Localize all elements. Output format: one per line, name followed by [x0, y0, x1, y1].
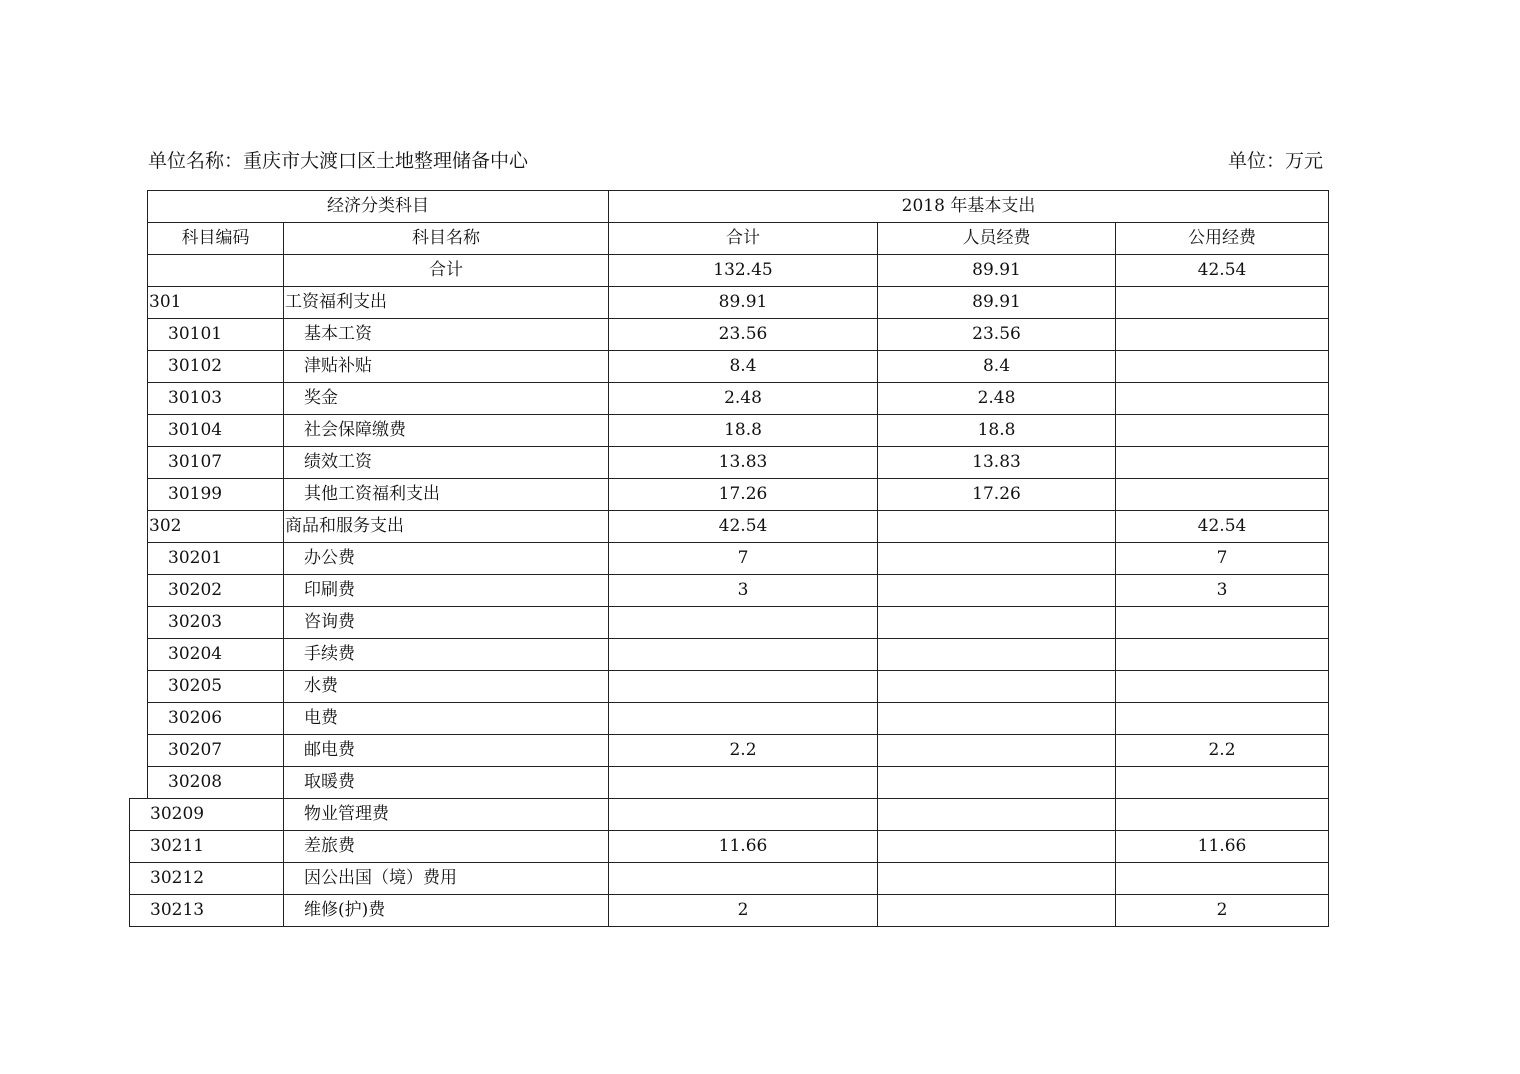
cell-name: 印刷费 [283, 574, 608, 606]
cell-total: 2.2 [608, 734, 877, 766]
cell-total: 17.26 [608, 478, 877, 510]
cell-personnel: 89.91 [877, 286, 1115, 318]
cell-public [1115, 286, 1328, 318]
cell-personnel: 18.8 [877, 414, 1115, 446]
table-row [0, 414, 1520, 446]
cell-name: 取暖费 [283, 766, 608, 798]
table-row [0, 510, 1520, 542]
header-public: 公用经费 [1115, 222, 1328, 254]
cell-total: 3 [608, 574, 877, 606]
cell-public [1115, 478, 1328, 510]
cell-total [608, 798, 877, 830]
cell-total: 132.45 [608, 254, 877, 286]
cell-code: 30205 [147, 670, 283, 702]
header-subject-code: 科目编码 [147, 222, 283, 254]
cell-public [1115, 766, 1328, 798]
cell-personnel: 17.26 [877, 478, 1115, 510]
cell-personnel: 8.4 [877, 350, 1115, 382]
table-row [0, 254, 1520, 286]
cell-public: 42.54 [1115, 254, 1328, 286]
cell-personnel: 13.83 [877, 446, 1115, 478]
cell-public [1115, 318, 1328, 350]
cell-code [147, 254, 283, 286]
cell-name: 奖金 [283, 382, 608, 414]
table-row [0, 702, 1520, 734]
cell-personnel [877, 894, 1115, 926]
table-row [0, 766, 1520, 798]
table-right-border [1328, 190, 1329, 926]
cell-public [1115, 446, 1328, 478]
cell-personnel [877, 830, 1115, 862]
unit-label: 单位：万元 [1228, 150, 1324, 172]
cell-total [608, 862, 877, 894]
header-economic-category: 经济分类科目 [147, 190, 608, 222]
cell-public: 42.54 [1115, 510, 1328, 542]
cell-total [608, 638, 877, 670]
cell-personnel [877, 702, 1115, 734]
cell-code: 30208 [147, 766, 283, 798]
cell-name: 水费 [283, 670, 608, 702]
table-row [0, 894, 1520, 926]
cell-name: 手续费 [283, 638, 608, 670]
table-row [0, 670, 1520, 702]
cell-code: 301 [147, 286, 283, 318]
cell-public: 3 [1115, 574, 1328, 606]
cell-public [1115, 606, 1328, 638]
cell-public [1115, 862, 1328, 894]
table-row [0, 478, 1520, 510]
cell-name: 津贴补贴 [283, 350, 608, 382]
cell-public [1115, 382, 1328, 414]
cell-code: 30107 [147, 446, 283, 478]
header-total: 合计 [608, 222, 877, 254]
cell-name: 办公费 [283, 542, 608, 574]
cell-name: 邮电费 [283, 734, 608, 766]
cell-public [1115, 414, 1328, 446]
cell-code: 30212 [129, 862, 283, 894]
table-row [0, 382, 1520, 414]
cell-personnel [877, 510, 1115, 542]
cell-code: 30204 [147, 638, 283, 670]
cell-personnel [877, 574, 1115, 606]
table-bottom-border [129, 926, 1329, 927]
cell-code: 302 [147, 510, 283, 542]
table-row [0, 638, 1520, 670]
cell-personnel: 89.91 [877, 254, 1115, 286]
cell-personnel [877, 670, 1115, 702]
table-row [0, 830, 1520, 862]
cell-public [1115, 350, 1328, 382]
group-header-row [0, 190, 1520, 222]
cell-total [608, 670, 877, 702]
cell-code: 30213 [129, 894, 283, 926]
cell-name: 维修(护)费 [283, 894, 608, 926]
cell-name: 商品和服务支出 [283, 510, 608, 542]
table-row [0, 318, 1520, 350]
cell-personnel [877, 606, 1115, 638]
cell-personnel [877, 798, 1115, 830]
cell-personnel [877, 766, 1115, 798]
cell-code: 30104 [147, 414, 283, 446]
cell-public [1115, 638, 1328, 670]
cell-name: 其他工资福利支出 [283, 478, 608, 510]
table-row [0, 798, 1520, 830]
table-row [0, 350, 1520, 382]
table-row [0, 734, 1520, 766]
unit-name-label: 单位名称：重庆市大渡口区土地整理储备中心 [148, 150, 529, 172]
cell-personnel: 2.48 [877, 382, 1115, 414]
cell-total: 89.91 [608, 286, 877, 318]
cell-total: 7 [608, 542, 877, 574]
cell-total [608, 766, 877, 798]
cell-personnel: 23.56 [877, 318, 1115, 350]
cell-total [608, 702, 877, 734]
cell-code: 30202 [147, 574, 283, 606]
cell-total: 23.56 [608, 318, 877, 350]
cell-name: 绩效工资 [283, 446, 608, 478]
cell-name: 合计 [283, 254, 608, 286]
table-row [0, 542, 1520, 574]
table-row [0, 574, 1520, 606]
cell-public [1115, 670, 1328, 702]
cell-total: 13.83 [608, 446, 877, 478]
column-header-row [0, 222, 1520, 254]
cell-total: 42.54 [608, 510, 877, 542]
cell-code: 30103 [147, 382, 283, 414]
cell-name: 差旅费 [283, 830, 608, 862]
cell-name: 社会保障缴费 [283, 414, 608, 446]
table-row [0, 446, 1520, 478]
cell-name: 电费 [283, 702, 608, 734]
cell-code: 30201 [147, 542, 283, 574]
cell-code: 30102 [147, 350, 283, 382]
table-row [0, 606, 1520, 638]
cell-name: 咨询费 [283, 606, 608, 638]
cell-personnel [877, 542, 1115, 574]
cell-public: 2.2 [1115, 734, 1328, 766]
cell-total: 11.66 [608, 830, 877, 862]
cell-public: 2 [1115, 894, 1328, 926]
cell-name: 物业管理费 [283, 798, 608, 830]
table-row [0, 286, 1520, 318]
header-subject-name: 科目名称 [283, 222, 608, 254]
cell-personnel [877, 862, 1115, 894]
cell-personnel [877, 638, 1115, 670]
cell-code: 30101 [147, 318, 283, 350]
header-personnel: 人员经费 [877, 222, 1115, 254]
cell-code: 30206 [147, 702, 283, 734]
cell-name: 因公出国（境）费用 [283, 862, 608, 894]
cell-code: 30203 [147, 606, 283, 638]
cell-public [1115, 702, 1328, 734]
header-basic-expenditure: 2018 年基本支出 [608, 190, 1328, 222]
cell-personnel [877, 734, 1115, 766]
cell-public [1115, 798, 1328, 830]
table-row [0, 862, 1520, 894]
cell-public: 7 [1115, 542, 1328, 574]
cell-public: 11.66 [1115, 830, 1328, 862]
cell-code: 30211 [129, 830, 283, 862]
cell-total [608, 606, 877, 638]
cell-total: 2 [608, 894, 877, 926]
cell-code: 30199 [147, 478, 283, 510]
cell-code: 30209 [129, 798, 283, 830]
cell-total: 18.8 [608, 414, 877, 446]
cell-code: 30207 [147, 734, 283, 766]
cell-total: 2.48 [608, 382, 877, 414]
cell-total: 8.4 [608, 350, 877, 382]
cell-name: 基本工资 [283, 318, 608, 350]
cell-name: 工资福利支出 [283, 286, 608, 318]
